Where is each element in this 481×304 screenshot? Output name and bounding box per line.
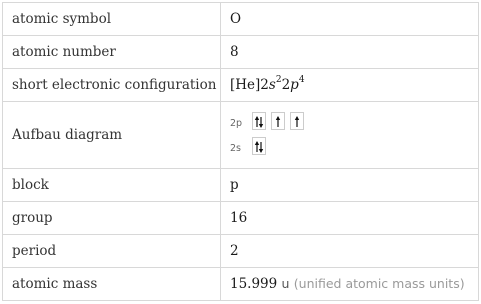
row-label: atomic symbol (3, 3, 221, 36)
config-p-shell: 2 (281, 77, 291, 93)
row-value: 2 (221, 235, 479, 268)
orbital-box (252, 137, 266, 155)
row-value: 16 (221, 202, 479, 235)
electron-spin-up-icon (272, 113, 284, 129)
config-p-exponent: 4 (298, 75, 305, 85)
row-value: p (221, 169, 479, 202)
orbital-row-2s (230, 137, 271, 159)
spin-up-arrow-head (255, 141, 259, 145)
row-label: group (3, 202, 221, 235)
table-row (3, 69, 479, 102)
orbital-label-2s: 2s (230, 142, 241, 154)
atomic-mass-value (221, 268, 479, 301)
row-label: short electronic configuration (3, 69, 221, 102)
spin-down-arrow-head (259, 149, 263, 153)
spin-up-arrow-head (276, 116, 280, 120)
orbital-label-2p: 2p (230, 117, 243, 129)
row-value: 8 (221, 36, 479, 69)
orbital-row-2p (230, 112, 309, 134)
row-value: O (221, 3, 479, 36)
row-label: atomic number (3, 36, 221, 69)
config-p-letter: p (290, 77, 299, 93)
orbital-boxes-2s (252, 137, 271, 159)
config-s-shell: 2 (260, 77, 269, 93)
table-row (3, 36, 479, 69)
mass-unit-description: (unified atomic mass units) (293, 276, 465, 291)
table-row (3, 202, 479, 235)
aufbau-diagram (221, 102, 479, 169)
table-row (3, 268, 479, 301)
mass-unit: u (281, 276, 290, 291)
row-label: period (3, 235, 221, 268)
electron-pair-icon (253, 113, 265, 129)
table-row (3, 3, 479, 36)
orbital-box (271, 112, 285, 130)
mass-number: 15.999 (230, 276, 278, 292)
aufbau-diagram-body (230, 107, 478, 163)
orbital-box (252, 112, 266, 130)
spin-up-arrow-head (255, 116, 259, 120)
spin-up-arrow-head (295, 116, 299, 120)
spin-down-arrow-head (259, 124, 263, 128)
table-row (3, 169, 479, 202)
orbital-boxes-2p (252, 112, 309, 134)
config-s-letter: s (268, 77, 276, 93)
orbital-box (290, 112, 304, 130)
row-label: Aufbau diagram (3, 102, 221, 169)
table-row (3, 102, 479, 169)
row-label: block (3, 169, 221, 202)
electron-configuration (221, 69, 479, 102)
row-label: atomic mass (3, 268, 221, 301)
table-row (3, 235, 479, 268)
electron-spin-up-icon (291, 113, 303, 129)
electron-pair-icon (253, 138, 265, 154)
config-core: [He] (230, 77, 261, 93)
config-s-exponent: 2 (275, 75, 282, 85)
element-properties-table (2, 2, 479, 301)
